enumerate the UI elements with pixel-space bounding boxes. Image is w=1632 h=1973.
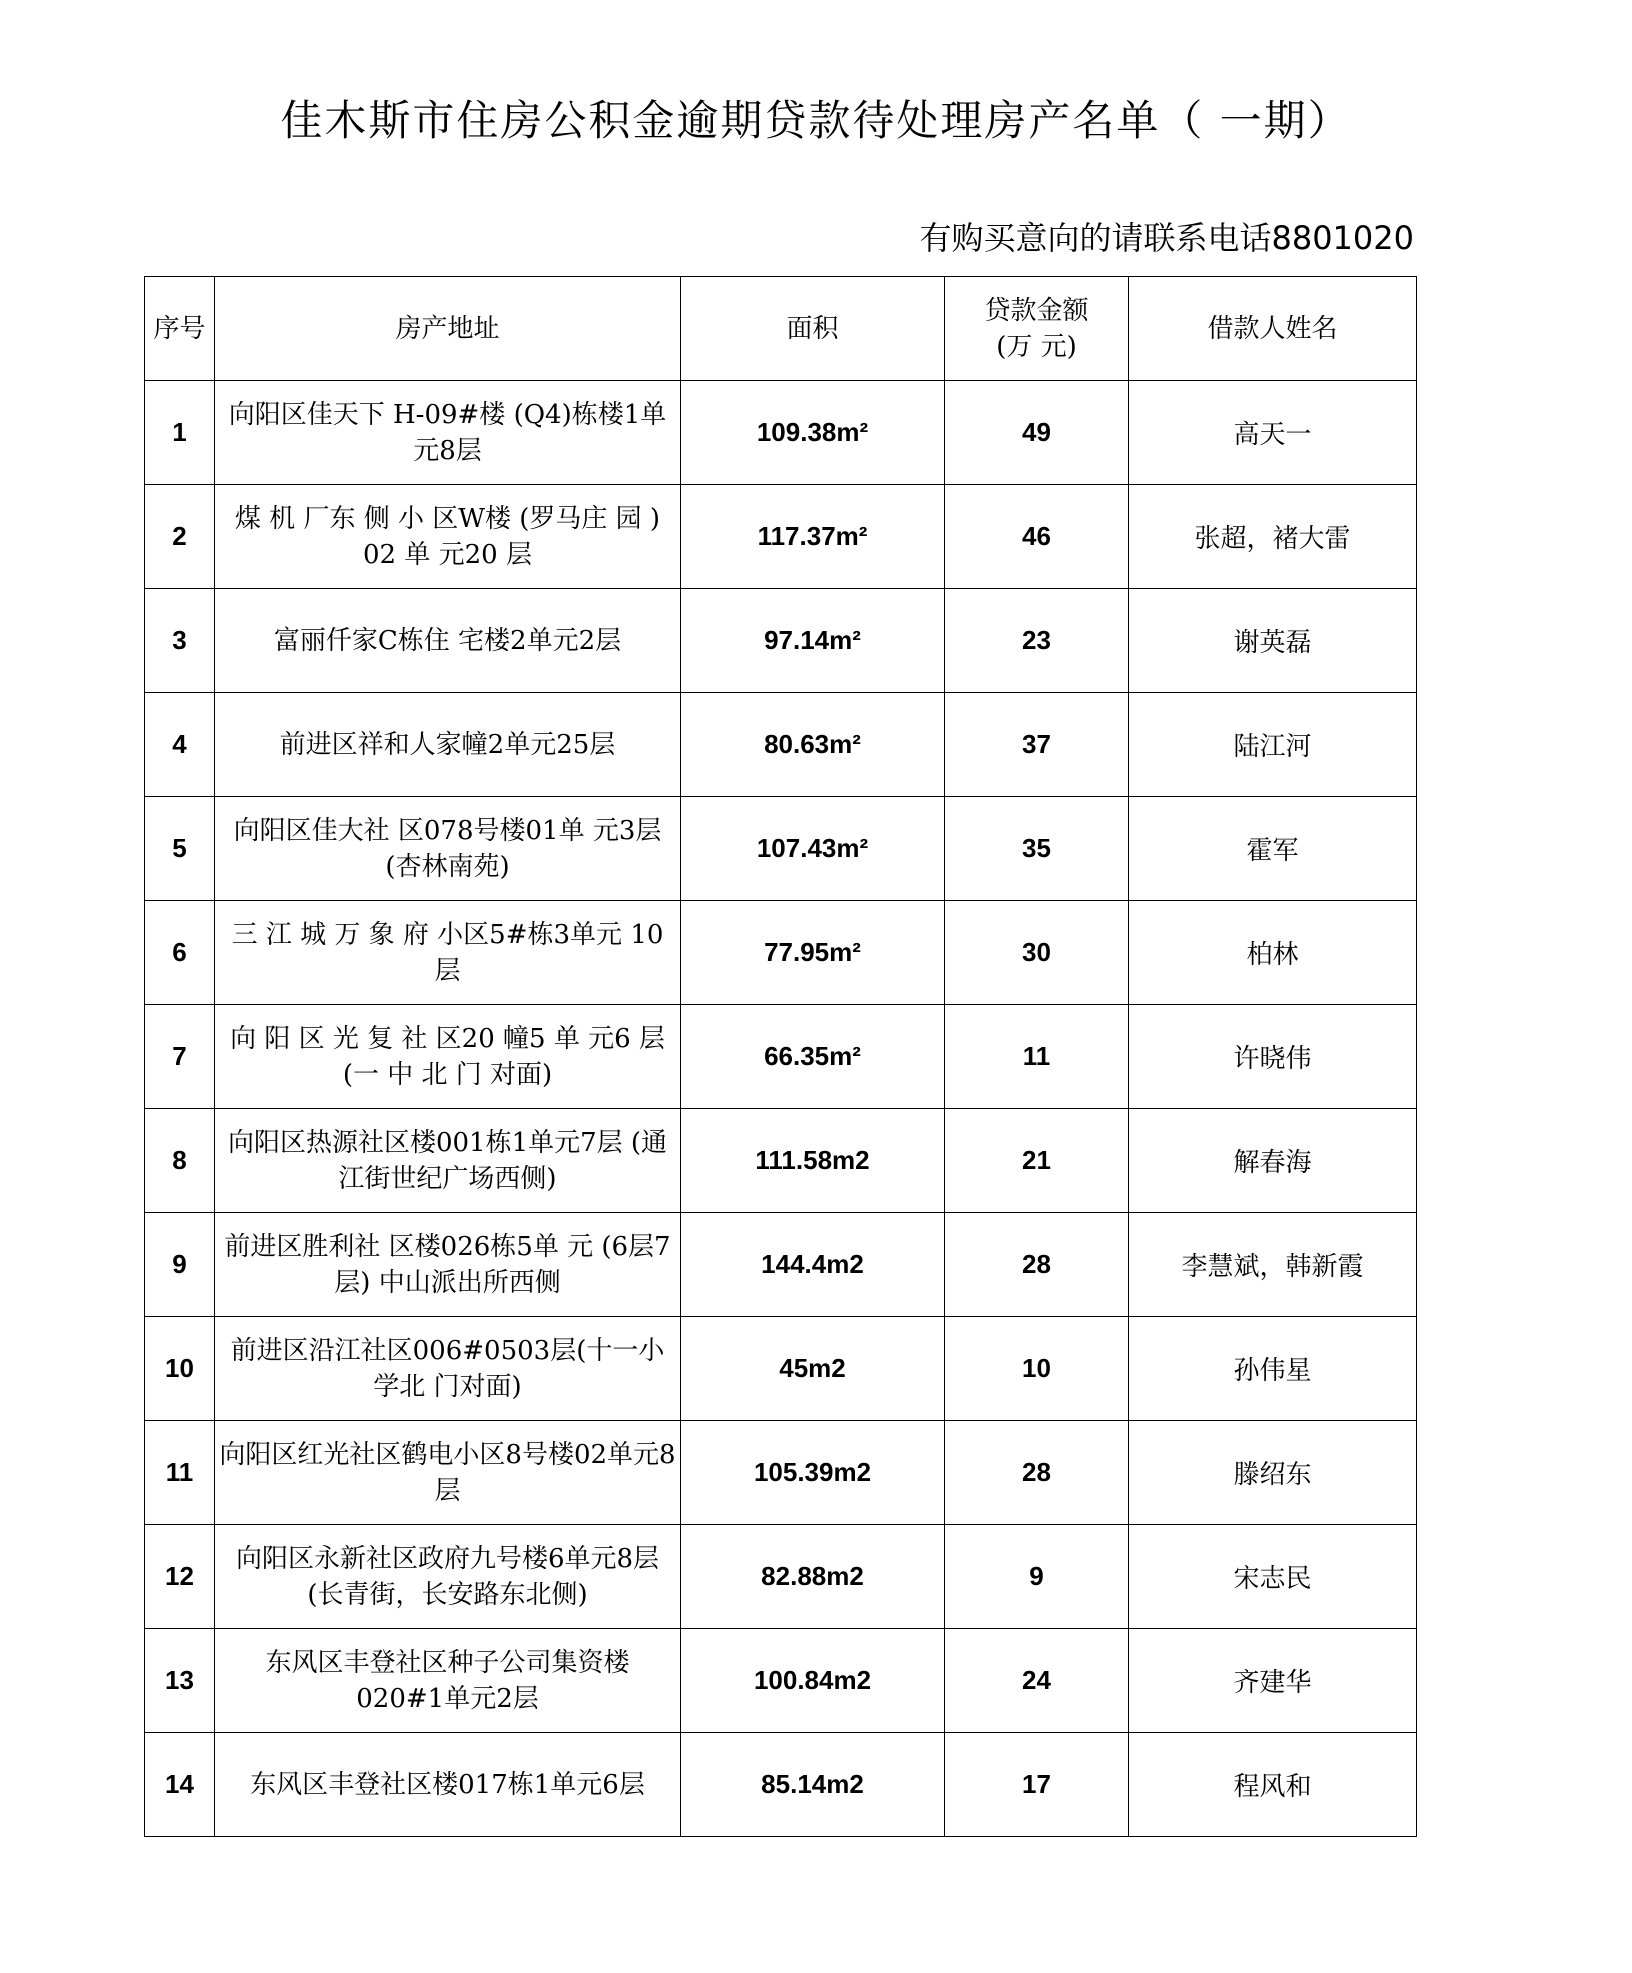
borrower-name: 齐建华 xyxy=(1129,1629,1417,1733)
header-name: 借款人姓名 xyxy=(1129,277,1417,381)
table-row xyxy=(145,797,1417,901)
property-address: 向阳区佳大社 区078号楼01单 元3层 (杏林南苑) xyxy=(215,797,681,901)
property-area: 80.63m² xyxy=(681,693,945,797)
table-row xyxy=(145,1005,1417,1109)
row-number: 3 xyxy=(145,589,215,693)
row-number: 8 xyxy=(145,1109,215,1213)
table-row xyxy=(145,1629,1417,1733)
contact-note: 有购买意向的请联系电话8801020 xyxy=(919,219,1414,257)
table-row xyxy=(145,1525,1417,1629)
borrower-name: 许晓伟 xyxy=(1129,1005,1417,1109)
table-row xyxy=(145,1109,1417,1213)
property-area: 107.43m² xyxy=(681,797,945,901)
page-title: 佳木斯市住房公积金逾期贷款待处理房产名单（ 一期） xyxy=(280,96,1352,145)
borrower-name: 谢英磊 xyxy=(1129,589,1417,693)
loan-amount: 28 xyxy=(945,1421,1129,1525)
row-number: 14 xyxy=(145,1733,215,1837)
property-address: 向阳区热源社区楼001栋1单元7层 (通江街世纪广场西侧) xyxy=(215,1109,681,1213)
loan-amount: 35 xyxy=(945,797,1129,901)
header-loan-line1: 贷款金额 xyxy=(984,295,1089,326)
property-area: 111.58m2 xyxy=(681,1109,945,1213)
table-row xyxy=(145,1213,1417,1317)
row-number: 10 xyxy=(145,1317,215,1421)
loan-amount: 37 xyxy=(945,693,1129,797)
property-table xyxy=(144,276,1417,1837)
borrower-name: 霍军 xyxy=(1129,797,1417,901)
property-area: 45m2 xyxy=(681,1317,945,1421)
borrower-name: 宋志民 xyxy=(1129,1525,1417,1629)
row-number: 12 xyxy=(145,1525,215,1629)
loan-amount: 21 xyxy=(945,1109,1129,1213)
row-number: 6 xyxy=(145,901,215,1005)
property-address: 三 江 城 万 象 府 小区5#栋3单元 10层 xyxy=(215,901,681,1005)
table-row xyxy=(145,1317,1417,1421)
property-address: 富丽仟家C栋住 宅楼2单元2层 xyxy=(215,589,681,693)
borrower-name: 高天一 xyxy=(1129,381,1417,485)
row-number: 4 xyxy=(145,693,215,797)
property-address: 东风区丰登社区种子公司集资楼 020#1单元2层 xyxy=(215,1629,681,1733)
row-number: 9 xyxy=(145,1213,215,1317)
property-address: 向阳区红光社区鹤电小区8号楼02单元8层 xyxy=(215,1421,681,1525)
property-area: 66.35m² xyxy=(681,1005,945,1109)
loan-amount: 23 xyxy=(945,589,1129,693)
property-address: 东风区丰登社区楼017栋1单元6层 xyxy=(215,1733,681,1837)
borrower-name: 程风和 xyxy=(1129,1733,1417,1837)
loan-amount: 30 xyxy=(945,901,1129,1005)
borrower-name: 柏林 xyxy=(1129,901,1417,1005)
header-address: 房产地址 xyxy=(215,277,681,381)
borrower-name: 张超，褚大雷 xyxy=(1129,485,1417,589)
header-area: 面积 xyxy=(681,277,945,381)
table-row xyxy=(145,589,1417,693)
header-no: 序号 xyxy=(145,277,215,381)
loan-amount: 28 xyxy=(945,1213,1129,1317)
property-area: 105.39m2 xyxy=(681,1421,945,1525)
property-address: 前进区胜利社 区楼026栋5单 元 (6层7层) 中山派出所西侧 xyxy=(215,1213,681,1317)
loan-amount: 11 xyxy=(945,1005,1129,1109)
table-row xyxy=(145,381,1417,485)
row-number: 7 xyxy=(145,1005,215,1109)
property-area: 82.88m2 xyxy=(681,1525,945,1629)
table-row xyxy=(145,1733,1417,1837)
property-area: 97.14m² xyxy=(681,589,945,693)
property-area: 109.38m² xyxy=(681,381,945,485)
row-number: 1 xyxy=(145,381,215,485)
loan-amount: 49 xyxy=(945,381,1129,485)
table-row xyxy=(145,901,1417,1005)
loan-amount: 17 xyxy=(945,1733,1129,1837)
header-loan xyxy=(945,277,1129,381)
borrower-name: 陆江河 xyxy=(1129,693,1417,797)
row-number: 11 xyxy=(145,1421,215,1525)
borrower-name: 解春海 xyxy=(1129,1109,1417,1213)
table-header-row xyxy=(145,277,1417,381)
property-area: 77.95m² xyxy=(681,901,945,1005)
property-address: 向阳区佳天下 H-09#楼 (Q4)栋楼1单元8层 xyxy=(215,381,681,485)
property-area: 100.84m2 xyxy=(681,1629,945,1733)
row-number: 13 xyxy=(145,1629,215,1733)
property-area: 85.14m2 xyxy=(681,1733,945,1837)
property-area: 117.37m² xyxy=(681,485,945,589)
loan-amount: 9 xyxy=(945,1525,1129,1629)
property-address: 向 阳 区 光 复 社 区20 幢5 单 元6 层 (一 中 北 门 对面) xyxy=(215,1005,681,1109)
table-row xyxy=(145,693,1417,797)
property-address: 前进区沿江社区006#0503层(十一小学北 门对面) xyxy=(215,1317,681,1421)
row-number: 5 xyxy=(145,797,215,901)
header-loan-line2: (万 元) xyxy=(996,331,1077,362)
borrower-name: 孙伟星 xyxy=(1129,1317,1417,1421)
row-number: 2 xyxy=(145,485,215,589)
table-row xyxy=(145,485,1417,589)
property-address: 前进区祥和人家幢2单元25层 xyxy=(215,693,681,797)
property-address: 向阳区永新社区政府九号楼6单元8层 (长青街，长安路东北侧) xyxy=(215,1525,681,1629)
borrower-name: 李慧斌，韩新霞 xyxy=(1129,1213,1417,1317)
property-address: 煤 机 厂东 侧 小 区W楼 (罗马庄 园 ) 02 单 元20 层 xyxy=(215,485,681,589)
loan-amount: 10 xyxy=(945,1317,1129,1421)
loan-amount: 46 xyxy=(945,485,1129,589)
borrower-name: 滕绍东 xyxy=(1129,1421,1417,1525)
loan-amount: 24 xyxy=(945,1629,1129,1733)
property-area: 144.4m2 xyxy=(681,1213,945,1317)
table-row xyxy=(145,1421,1417,1525)
